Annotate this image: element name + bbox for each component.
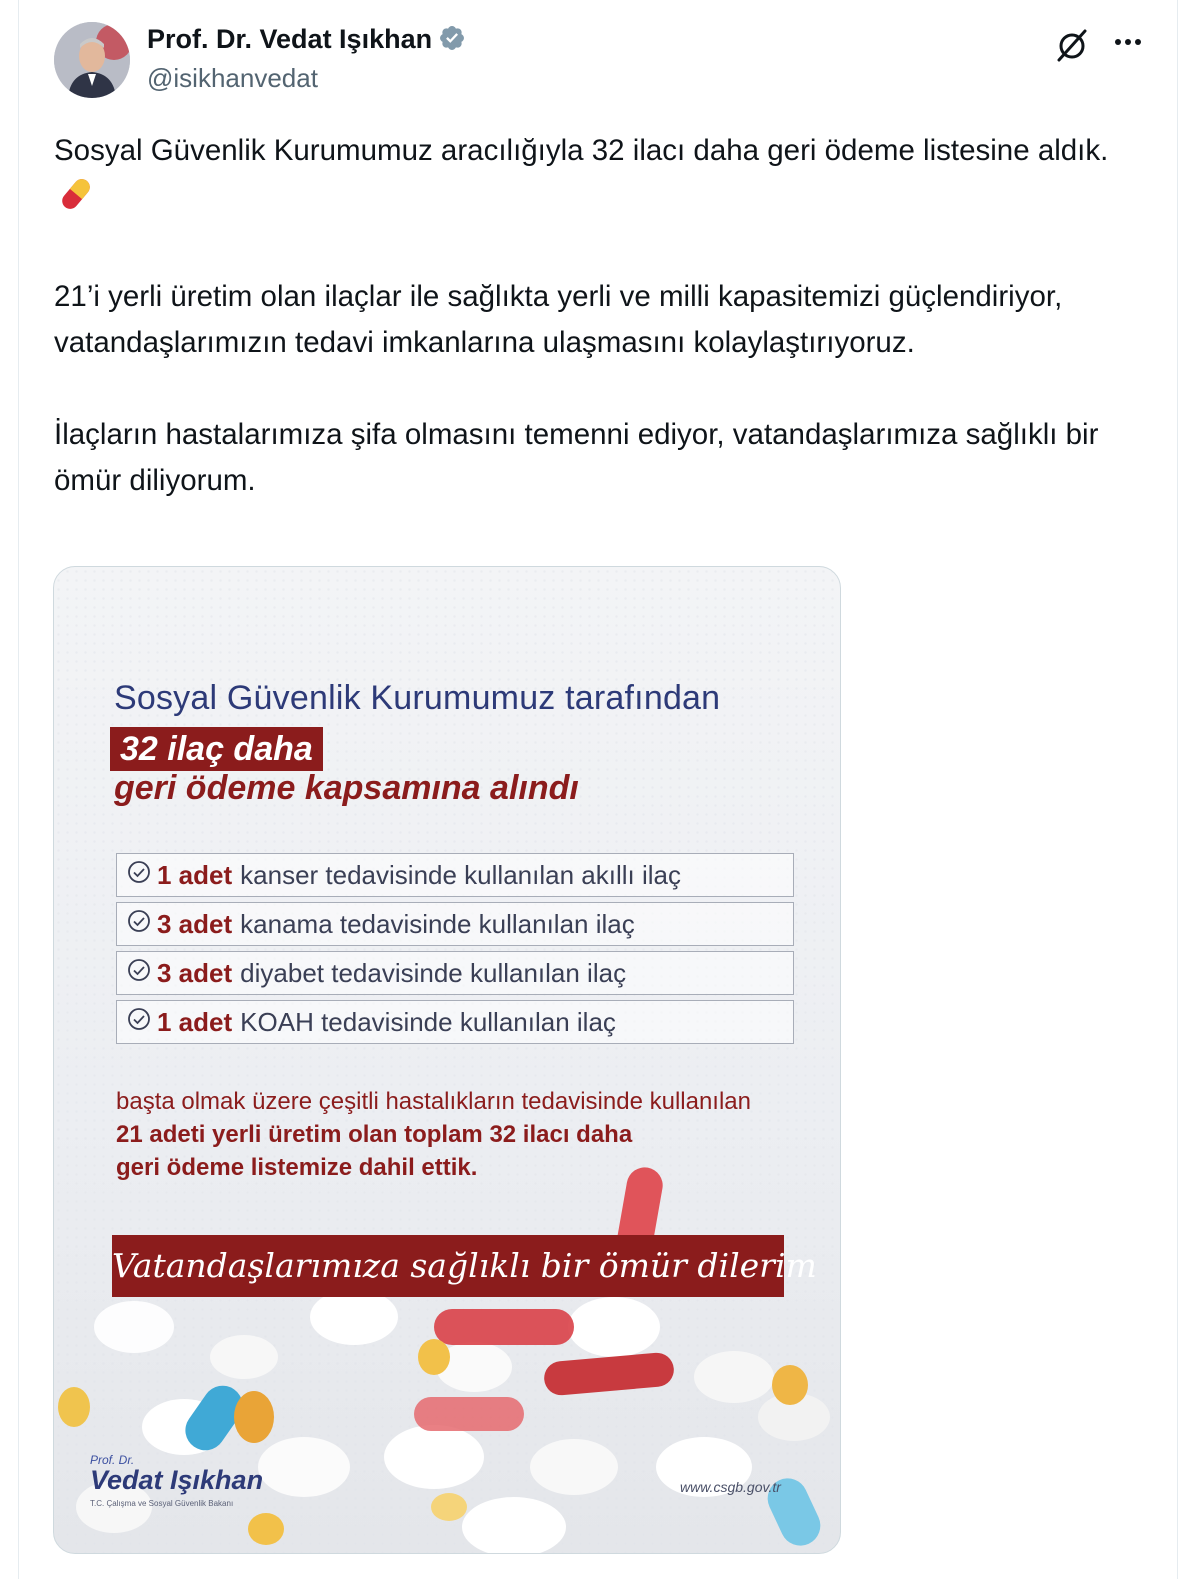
media-item-count: 3 adet (157, 908, 233, 939)
media-body-line-2: 21 adeti yerli üretim olan toplam 32 ilacı daha (116, 1121, 633, 1148)
media-list-item (116, 902, 794, 946)
signature-role: T.C. Çalışma ve Sosyal Güvenlik Bakanı (90, 1499, 234, 1508)
author-name-text[interactable]: Prof. Dr. Vedat Işıkhan (147, 24, 433, 54)
author-name[interactable] (147, 24, 466, 59)
media-item-count: 1 adet (157, 1006, 233, 1037)
tweet-text (54, 128, 1134, 550)
tweet-paragraph-1-text: Sosyal Güvenlik Kurumumuz aracılığıyla 32 ilacı daha geri ödeme listesine aldık. (54, 134, 1109, 167)
media-body-line-1: başta olmak üzere çeşitli hastalıkların tedavisinde kullanılan (116, 1088, 752, 1115)
media-item-text: kanama tedavisinde kullanılan ilaç (240, 908, 635, 939)
media-item-count: 3 adet (157, 957, 233, 988)
website-link: www.csgb.gov.tr (680, 1479, 781, 1495)
tweet-media-image[interactable] (53, 566, 841, 1554)
verified-badge-icon (438, 24, 466, 59)
media-drug-list (116, 853, 794, 1049)
media-list-item (116, 853, 794, 897)
signature-title: Prof. Dr. (90, 1453, 135, 1467)
avatar[interactable] (54, 22, 130, 98)
author-handle[interactable]: @isikhanvedat (147, 63, 318, 93)
check-circle-icon (127, 909, 151, 940)
check-circle-icon (127, 1007, 151, 1038)
check-circle-icon (127, 860, 151, 891)
tweet-paragraph-2: 21’i yerli üretim olan ilaçlar ile sağlıkta yerli ve milli kapasitemizi güçlendiriyor, vatandaşlarımızın tedavi imkanlarına ulaşmasını kolaylaştırıyoruz. (54, 280, 1063, 359)
media-list-item (116, 1000, 794, 1044)
media-banner: Vatandaşlarımıza sağlıklı bir ömür dilerim (112, 1235, 784, 1297)
media-title: Sosyal Güvenlik Kurumumuz tarafından (114, 679, 721, 717)
media-highlight: 32 ilaç daha (110, 727, 323, 771)
media-item-count: 1 adet (157, 859, 233, 890)
media-body-line-3: geri ödeme listemize dahil ettik. (116, 1154, 478, 1181)
more-icon[interactable] (1108, 25, 1148, 61)
check-circle-icon (127, 958, 151, 989)
pill-emoji-icon (56, 174, 96, 228)
media-item-text: kanser tedavisinde kullanılan akıllı ilaç (240, 859, 681, 890)
media-subtitle: geri ödeme kapsamına alındı (114, 769, 579, 807)
media-item-text: diyabet tedavisinde kullanılan ilaç (240, 957, 627, 988)
tweet-paragraph-3: İlaçların hastalarımıza şifa olmasını temenni ediyor, vatandaşlarımıza sağlıklı bir ömür diliyorum. (54, 418, 1099, 497)
tweet-paragraph-1 (54, 128, 1134, 228)
grok-icon[interactable] (1052, 25, 1092, 65)
signature-name: Vedat Işıkhan (90, 1465, 264, 1495)
media-item-text: KOAH tedavisinde kullanılan ilaç (240, 1006, 616, 1037)
media-list-item (116, 951, 794, 995)
